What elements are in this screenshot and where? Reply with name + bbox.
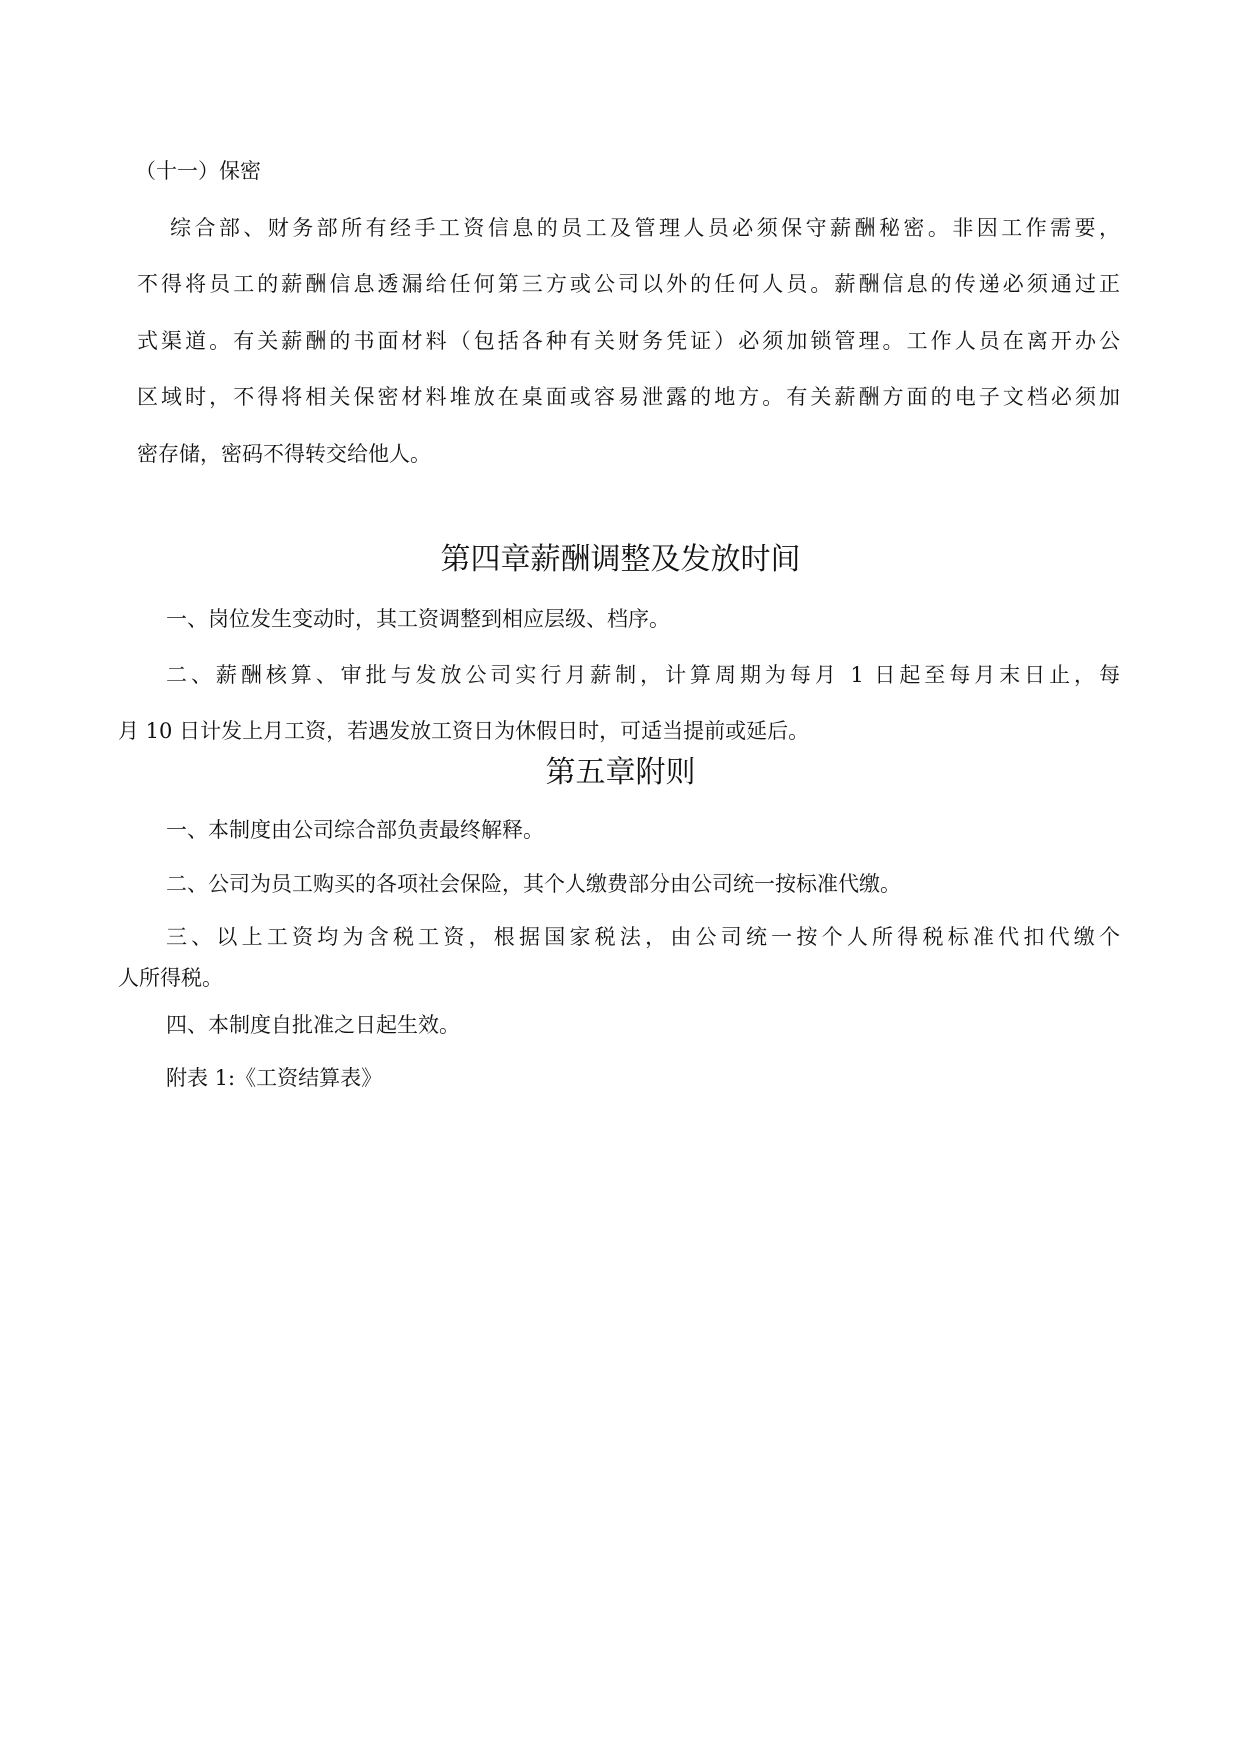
list-item-continuation: 月 10 日计发上月工资，若遇发放工资日为休假日时，可适当提前或延后。 (118, 719, 810, 743)
paragraph-line: 密存储，密码不得转交给他人。 (137, 442, 431, 466)
list-item: 四、本制度自批准之日起生效。 (166, 1013, 460, 1037)
section-heading-confidentiality: （十一）保密 (135, 159, 261, 183)
list-item: 一、岗位发生变动时，其工资调整到相应层级、档序。 (166, 607, 670, 631)
list-item: 一、本制度由公司综合部负责最终解释。 (166, 818, 544, 842)
attachment-reference: 附表 1:《工资结算表》 (166, 1066, 383, 1090)
list-item: 三、以上工资均为含税工资，根据国家税法，由公司统一按个人所得税标准代扣代缴个 (166, 925, 1120, 949)
list-item-continuation: 人所得税。 (118, 966, 223, 990)
paragraph-line: 区域时，不得将相关保密材料堆放在桌面或容易泄露的地方。有关薪酬方面的电子文档必须加 (137, 385, 1120, 409)
paragraph-line: 式渠道。有关薪酬的书面材料（包括各种有关财务凭证）必须加锁管理。工作人员在离开办公 (137, 329, 1120, 353)
list-item: 二、公司为员工购买的各项社会保险，其个人缴费部分由公司统一按标准代缴。 (166, 872, 901, 896)
paragraph-line: 综合部、财务部所有经手工资信息的员工及管理人员必须保守薪酬秘密。非因工作需要， (170, 216, 1120, 240)
paragraph-line: 不得将员工的薪酬信息透漏给任何第三方或公司以外的任何人员。薪酬信息的传递必须通过正 (137, 272, 1120, 296)
chapter-title: 第四章薪酬调整及发放时间 (440, 542, 801, 577)
list-item: 二、薪酬核算、审批与发放公司实行月薪制，计算周期为每月 1 日起至每月末日止，每 (166, 663, 1120, 687)
chapter-title: 第五章附则 (545, 755, 696, 790)
